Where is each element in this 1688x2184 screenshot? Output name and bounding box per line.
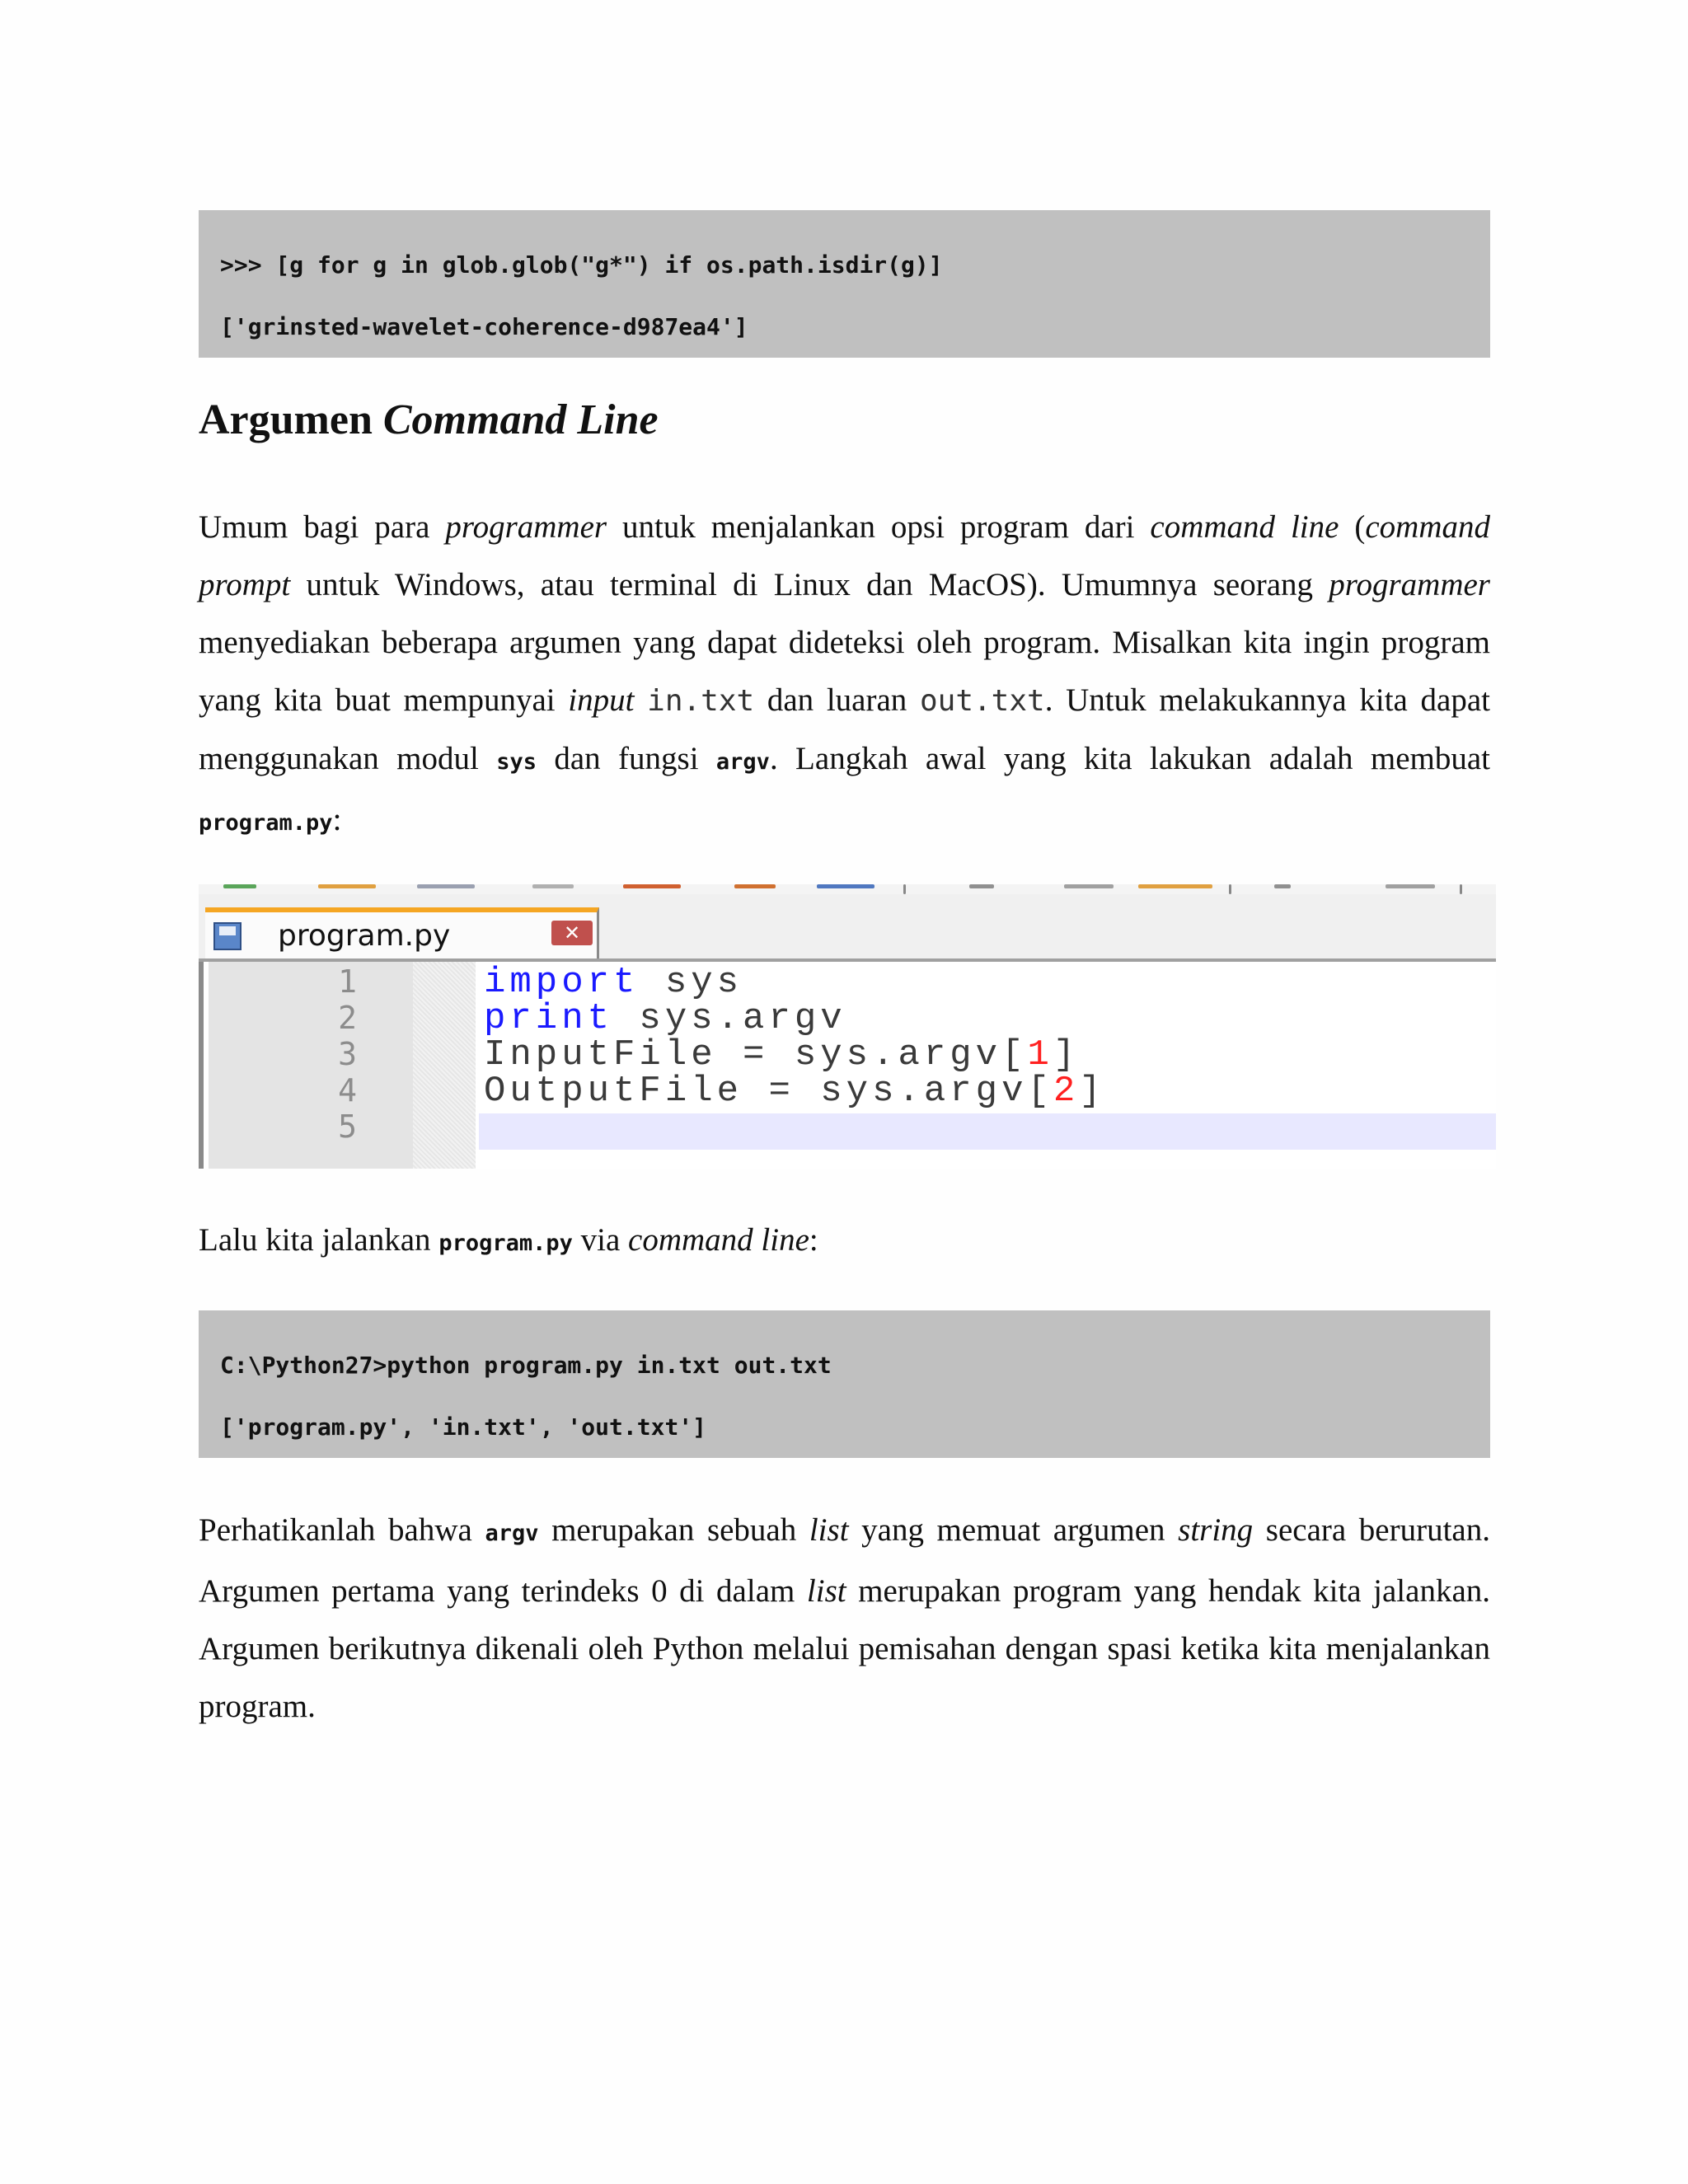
identifier: OutputFile = sys.argv[ [484, 1071, 1053, 1112]
text-span: yang memuat argumen [848, 1512, 1179, 1548]
toolbar-separator [1229, 884, 1231, 894]
line-number: 1 [338, 963, 357, 1000]
text-span: dan fungsi [536, 741, 716, 776]
italic-term: list [806, 1573, 846, 1609]
toolbar-icon [1138, 884, 1212, 888]
inline-code-bold: argv [485, 1521, 539, 1546]
paragraph-run [199, 1212, 1490, 1272]
toolbar-icon [969, 884, 994, 888]
text-span: via [572, 1222, 629, 1258]
paragraph-intro [199, 499, 1490, 852]
fold-margin [413, 962, 476, 1169]
inline-code-bold: sys [496, 749, 537, 775]
editor-text-area[interactable] [199, 962, 1496, 1169]
inline-code-bold: program.py [438, 1230, 573, 1256]
toolbar-icon [1386, 884, 1435, 888]
tab-program-py[interactable] [205, 907, 599, 958]
keyword: print [484, 998, 614, 1039]
toolbar-separator [903, 884, 906, 894]
code-line: >>> [g for g in glob.glob("g*") if os.path.isdir(g)] [220, 251, 943, 279]
number-literal: 1 [1027, 1034, 1053, 1076]
editor-screenshot [199, 884, 1496, 1169]
text-span: Perhatikanlah bahwa [199, 1512, 485, 1548]
inline-code: in.txt [647, 684, 755, 718]
italic-term: programmer [445, 509, 607, 545]
toolbar-icon [623, 884, 681, 888]
italic-term: string [1178, 1512, 1254, 1548]
close-tab-icon[interactable]: ✕ [551, 921, 593, 945]
toolbar-separator [1460, 884, 1462, 894]
heading-normal: Argumen [199, 396, 383, 443]
italic-term: command prompt [199, 509, 1490, 602]
text-span: ( [1339, 509, 1366, 545]
inline-code: out.txt [919, 684, 1045, 718]
identifier: ] [1079, 1071, 1105, 1112]
inline-code-bold: argv [715, 749, 770, 775]
text-span: merupakan program yang hendak kita jalankan. Argumen berikutnya dikenali oleh Python melalui pemisahan dengan spasi ketika kita menjalankan program. [199, 1573, 1491, 1724]
text-span: Lalu kita jalankan [199, 1222, 439, 1258]
text-span: secara berurutan. Argumen pertama yang terindeks 0 di dalam [199, 1512, 1490, 1609]
toolbar-icon [734, 884, 776, 888]
heading-italic: Command Line [382, 396, 659, 443]
code-output-line: ['grinsted-wavelet-coherence-d987ea4'] [220, 313, 748, 340]
tab-label: program.py [278, 919, 451, 953]
toolbar-icon [1064, 884, 1114, 888]
italic-term: command line [1150, 509, 1339, 545]
text-span: : [332, 802, 342, 837]
italic-term: list [809, 1512, 849, 1548]
text-span: untuk Windows, atau terminal di Linux dan MacOS). Umumnya seorang [290, 567, 1329, 602]
text-span: untuk menjalankan opsi program dari [607, 509, 1151, 545]
line-number: 5 [338, 1108, 357, 1145]
toolbar-icon [318, 884, 376, 888]
line-number-gutter [209, 962, 413, 1169]
floppy-disk-icon [213, 922, 241, 950]
identifier: sys.argv [613, 998, 846, 1039]
text-span: : [809, 1222, 818, 1258]
code-block-glob [199, 210, 1490, 358]
text-span: menyediakan beberapa argumen yang dapat dideteksi oleh program. Misalkan kita ingin program yang kita buat mempunyai [199, 625, 1490, 718]
line-number: 4 [338, 1072, 357, 1108]
code-block-command [199, 1310, 1490, 1458]
italic-term: input [568, 682, 635, 718]
text-span: merupakan sebuah [538, 1512, 809, 1548]
toolbar-icon [417, 884, 475, 888]
code-line-3 [484, 1034, 1079, 1076]
code-line-2 [484, 998, 846, 1039]
code-line-1 [484, 962, 743, 1003]
number-literal: 2 [1053, 1071, 1080, 1112]
identifier: sys [639, 962, 743, 1003]
paragraph-argv [199, 1502, 1490, 1736]
text-span: dan luaran [754, 682, 920, 718]
identifier: ] [1053, 1034, 1080, 1076]
italic-term: programmer [1329, 567, 1490, 602]
section-heading [199, 396, 659, 444]
text-span [634, 682, 647, 718]
inline-code-bold: program.py [199, 810, 333, 836]
editor-toolbar [199, 884, 1496, 894]
italic-term: command line [628, 1222, 809, 1258]
code-line-4 [484, 1071, 1105, 1112]
text-span: . Langkah awal yang kita lakukan adalah membuat [769, 741, 1491, 776]
identifier: InputFile = sys.argv[ [484, 1034, 1028, 1076]
toolbar-icon [817, 884, 874, 888]
editor-tab-bar [199, 907, 1496, 962]
code-output-line: ['program.py', 'in.txt', 'out.txt'] [220, 1413, 707, 1441]
code-line: C:\Python27>python program.py in.txt out.txt [220, 1352, 832, 1379]
line-number: 3 [338, 1036, 357, 1072]
toolbar-icon [223, 884, 256, 888]
line-number: 2 [338, 1000, 357, 1036]
keyword: import [484, 962, 640, 1003]
current-line-highlight [479, 1113, 1496, 1150]
toolbar-icon [532, 884, 574, 888]
text-span: . Untuk melakukannya kita dapat menggunakan modul [199, 682, 1490, 776]
toolbar-icon [1274, 884, 1291, 888]
text-span: Umum bagi para [199, 509, 446, 545]
